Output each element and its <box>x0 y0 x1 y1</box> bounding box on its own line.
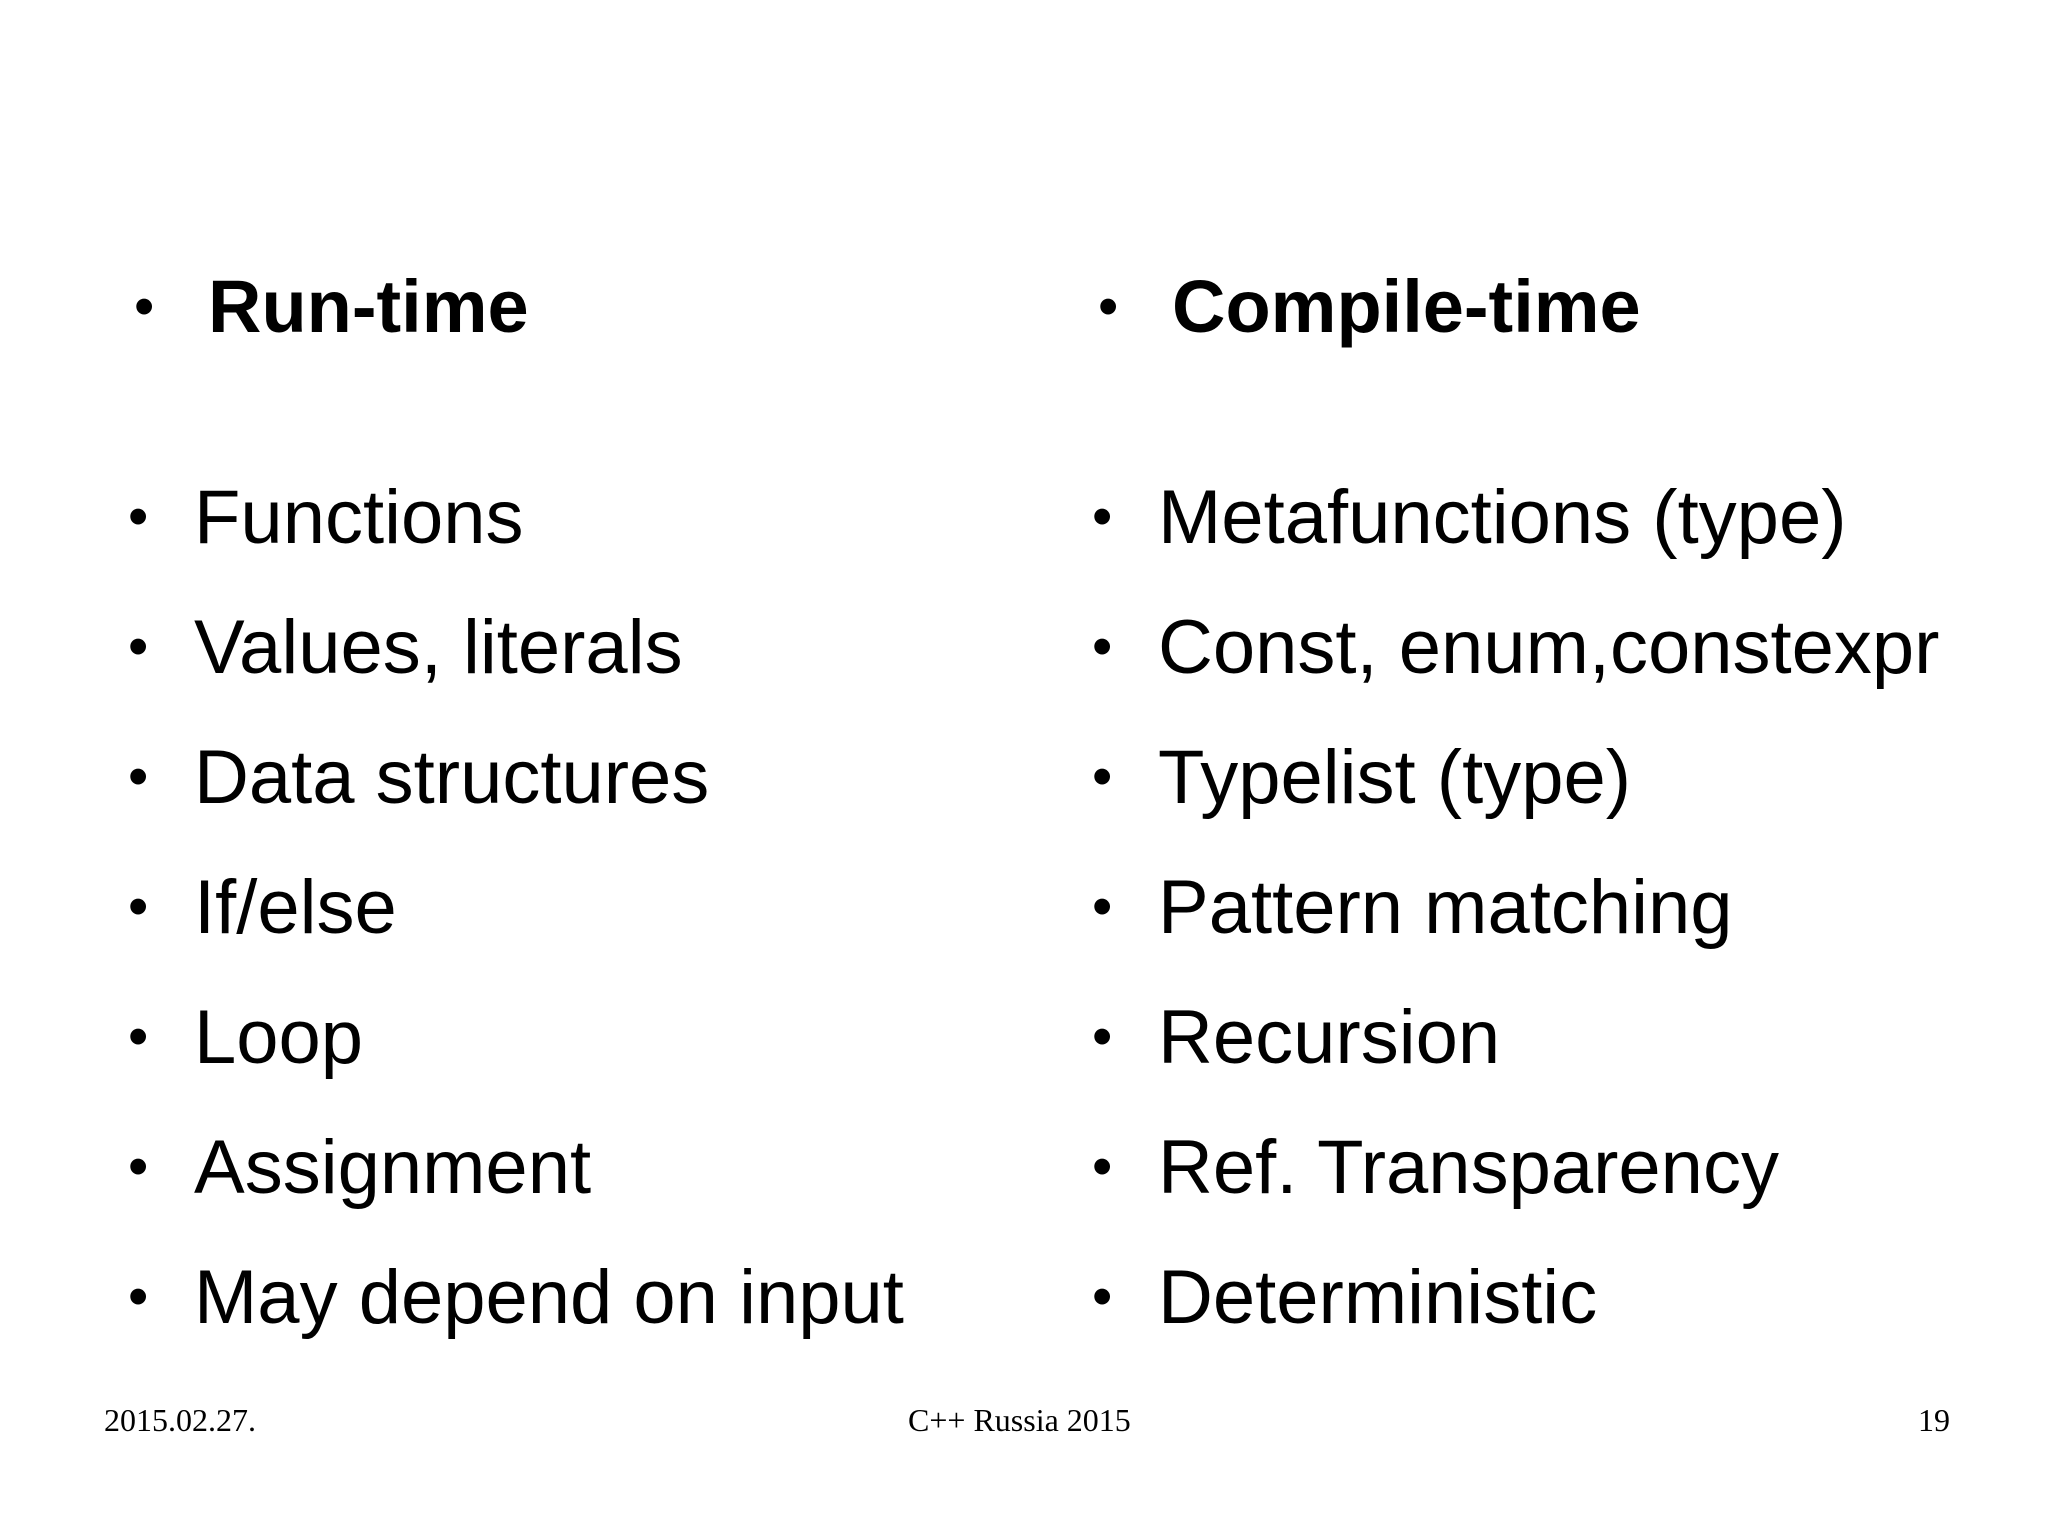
bullet-icon: • <box>1092 1004 1113 1069</box>
bullet-icon: • <box>128 484 149 549</box>
bullet-icon: • <box>128 1004 149 1069</box>
list-item <box>1092 972 1940 1102</box>
list-item-text: Loop <box>194 994 364 1080</box>
list-item <box>1092 452 1940 582</box>
bullet-icon: • <box>1092 1264 1113 1329</box>
list-item-text: Ref. Transparency <box>1158 1124 1779 1210</box>
list-item-text: Typelist (type) <box>1158 734 1632 820</box>
footer-event-name: C++ Russia 2015 <box>908 1402 1131 1438</box>
list-item-text: Pattern matching <box>1158 864 1733 950</box>
bullet-icon: • <box>1098 274 1119 339</box>
run-time-column <box>128 262 1048 1340</box>
run-time-heading-label: Run-time <box>208 265 529 348</box>
bullet-icon: • <box>134 274 155 339</box>
list-item-text: Data structures <box>194 734 710 820</box>
list-item <box>128 972 904 1102</box>
bullet-icon: • <box>128 874 149 939</box>
list-item <box>128 842 904 972</box>
list-item-text: Assignment <box>194 1124 592 1210</box>
list-item <box>128 712 904 842</box>
bullet-icon: • <box>1092 744 1113 809</box>
list-item-text: May depend on input <box>194 1254 904 1340</box>
bullet-icon: • <box>1092 484 1113 549</box>
compile-time-heading <box>1092 262 2032 352</box>
list-item-text: Functions <box>194 474 524 560</box>
list-item-text: Const, enum,constexpr <box>1158 604 1940 690</box>
list-item <box>1092 712 1940 842</box>
list-item <box>128 1102 904 1232</box>
page-number: 19 <box>1918 1402 1950 1438</box>
bullet-icon: • <box>1092 1134 1113 1199</box>
footer-date: 2015.02.27. <box>104 1402 256 1438</box>
list-item <box>128 582 904 712</box>
list-item <box>1092 1232 1940 1362</box>
list-item-text: Deterministic <box>1158 1254 1598 1340</box>
run-time-list <box>128 452 904 1362</box>
compile-time-heading-label: Compile-time <box>1172 265 1641 348</box>
bullet-icon: • <box>128 614 149 679</box>
compile-time-column <box>1092 262 2032 1340</box>
bullet-icon: • <box>128 1134 149 1199</box>
list-item <box>1092 842 1940 972</box>
list-item-text: Values, literals <box>194 604 683 690</box>
bullet-icon: • <box>1092 874 1113 939</box>
list-item <box>128 1232 904 1362</box>
bullet-icon: • <box>1092 614 1113 679</box>
list-item-text: Recursion <box>1158 994 1501 1080</box>
list-item-text: Metafunctions (type) <box>1158 474 1847 560</box>
run-time-heading <box>128 262 1048 352</box>
list-item <box>128 452 904 582</box>
list-item-text: If/else <box>194 864 397 950</box>
list-item <box>1092 1102 1940 1232</box>
list-item <box>1092 582 1940 712</box>
compile-time-list <box>1092 452 1940 1362</box>
bullet-icon: • <box>128 1264 149 1329</box>
bullet-icon: • <box>128 744 149 809</box>
